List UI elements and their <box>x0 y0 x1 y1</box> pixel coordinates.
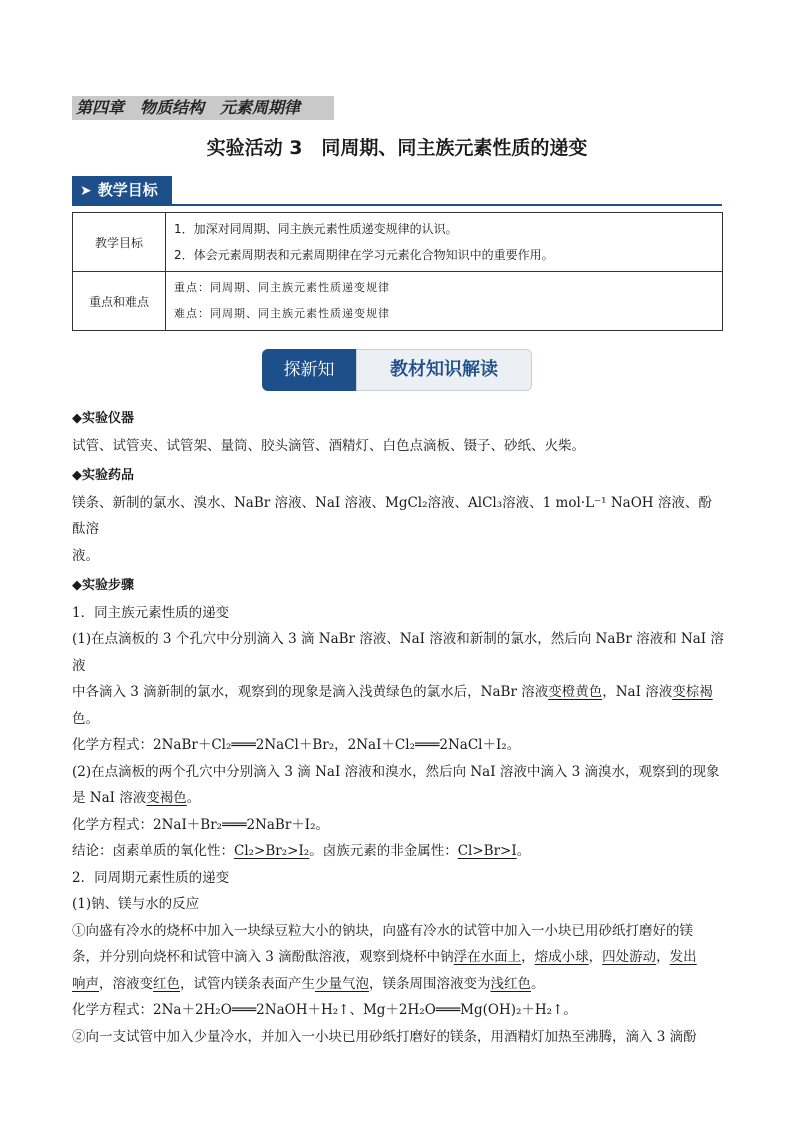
text-span: ， <box>656 949 670 965</box>
text-span: 。卤族元素的非金属性： <box>309 843 458 859</box>
answer-underlined: 变橙黄色 <box>548 684 603 700</box>
step2-title: 2．同周期元素性质的递变 <box>72 869 230 886</box>
table-cell-label: 教学目标 <box>73 213 166 272</box>
text-span: ， <box>588 949 603 965</box>
table-cell-content <box>166 213 723 272</box>
equation-line: 化学方程式：2Na＋2H₂O═══2NaOH＋H₂↑、Mg＋2H₂O═══Mg(OH)₂＋H₂↑。 <box>72 1002 577 1018</box>
step2-para2-line1: ②向一支试管中加入少量冷水，并加入一小块已用砂纸打磨好的镁条，用酒精灯加热至沸腾，滴入 3 滴酚 <box>72 1028 697 1045</box>
table-cell-label: 重点和难点 <box>73 272 166 331</box>
reagents-text-line2: 液。 <box>72 547 99 564</box>
step1-para2-line1: (2)在点滴板的两个孔穴中分别滴入 3 滴 NaI 溶液和溴水，然后向 NaI 溶液中滴入 3 滴溴水，观察到的现象 <box>72 763 720 780</box>
text-span: ，NaI 溶液 <box>602 684 673 700</box>
step1-para2-line2 <box>72 785 724 812</box>
banner-right-label: 教材知识解读 <box>356 349 532 391</box>
text-span: ， <box>521 949 535 965</box>
objective-line: 2．体会元素周期表和元素周期律在学习元素化合物知识中的重要作用。 <box>174 248 554 262</box>
text-span: 。 <box>516 843 531 859</box>
chapter-heading: 第四章 物质结构 元素周期律 <box>72 96 334 120</box>
answer-underlined: 熔成小球 <box>534 949 589 965</box>
answer-underlined: 变褐色 <box>146 790 187 806</box>
table-row <box>73 272 723 331</box>
text-span: 。 <box>186 790 201 806</box>
objectives-table <box>72 212 723 331</box>
step1-para1-line3: 色。 <box>72 710 99 727</box>
text-span: ，试管内镁条表面产生 <box>180 975 315 992</box>
instruments-heading: ◆实验仪器 <box>72 411 134 426</box>
equation-line: 化学方程式：2NaI＋Br₂═══2NaBr＋I₂。 <box>72 816 330 833</box>
answer-underlined: 浅红色 <box>490 975 531 992</box>
answer-underlined: 响声 <box>72 975 99 992</box>
step2-subtitle: (1)钠、镁与水的反应 <box>72 896 200 912</box>
answer-underlined: 红色 <box>153 975 180 992</box>
objectives-badge <box>72 176 172 204</box>
table-row <box>73 213 723 272</box>
table-cell-content <box>166 272 723 331</box>
page-title: 实验活动 3 同周期、同主族元素性质的递变 <box>206 137 588 159</box>
main-content <box>72 402 724 1050</box>
text-span: 结论：卤素单质的氧化性： <box>72 843 234 859</box>
objectives-badge-label: 教学目标 <box>97 181 158 199</box>
text-span: ，镁条周围溶液变为 <box>369 975 491 992</box>
answer-underlined: 浮在水面上 <box>453 949 522 965</box>
step1-title: 1．同主族元素性质的递变 <box>72 604 230 621</box>
arrow-right-icon: ➤ <box>80 183 92 199</box>
section-banner <box>262 349 532 391</box>
instruments-text: 试管、试管夹、试管架、量筒、胶头滴管、酒精灯、白色点滴板、镊子、砂纸、火柴。 <box>72 437 585 454</box>
conclusion-line <box>72 838 724 865</box>
text-span: 。 <box>531 975 545 992</box>
answer-underlined: Cl>Br>I <box>457 843 517 859</box>
objective-line: 1．加深对同周期、同主族元素性质递变规律的认识。 <box>174 222 458 236</box>
step1-para1-line1: (1)在点滴板的 3 个孔穴中分别滴入 3 滴 NaBr 溶液、NaI 溶液和新制的氯水，然后向 NaBr 溶液和 NaI 溶液 <box>72 631 724 674</box>
answer-underlined: 四处游动 <box>602 949 657 965</box>
step1-para1-line2 <box>72 679 724 706</box>
step2-para1-line1: ①向盛有冷水的烧杯中加入一块绿豆粒大小的钠块，向盛有冷水的试管中加入一小块已用砂纸打磨好的镁 <box>72 922 693 939</box>
text-span: 中各滴入 3 滴新制的氯水，观察到的现象是滴入浅黄绿色的氯水后，NaBr 溶液 <box>72 684 549 700</box>
answer-underlined: 发出 <box>669 949 697 965</box>
banner-left-label: 探新知 <box>262 349 356 391</box>
step2-para1-line3 <box>72 971 724 998</box>
reagents-heading: ◆实验药品 <box>72 468 134 483</box>
key-point-line: 重点：同周期、同主族元素性质递变规律 <box>174 281 390 294</box>
reagents-text-line1: 镁条、新制的氯水、溴水、NaBr 溶液、NaI 溶液、MgCl₂溶液、AlCl₃溶液、1 mol·L⁻¹ NaOH 溶液、酚酞溶 <box>72 494 712 537</box>
text-span: ，溶液变 <box>99 975 153 992</box>
text-span: 条，并分别向烧杯和试管中滴入 3 滴酚酞溶液，观察到烧杯中钠 <box>72 949 454 965</box>
text-span: 是 NaI 溶液 <box>72 790 147 806</box>
answer-underlined: 少量气泡 <box>315 975 369 992</box>
answer-underlined: 变棕褐 <box>672 684 713 700</box>
equation-line: 化学方程式：2NaBr＋Cl₂═══2NaCl＋Br₂，2NaI＋Cl₂═══2NaCl＋I₂。 <box>72 737 521 753</box>
answer-underlined: Cl₂>Br₂>I₂ <box>234 843 310 859</box>
difficulty-line: 难点：同周期、同主族元素性质递变规律 <box>174 307 390 320</box>
step2-para1-line2 <box>72 944 724 971</box>
steps-heading: ◆实验步骤 <box>72 578 134 593</box>
objectives-divider <box>72 204 722 206</box>
